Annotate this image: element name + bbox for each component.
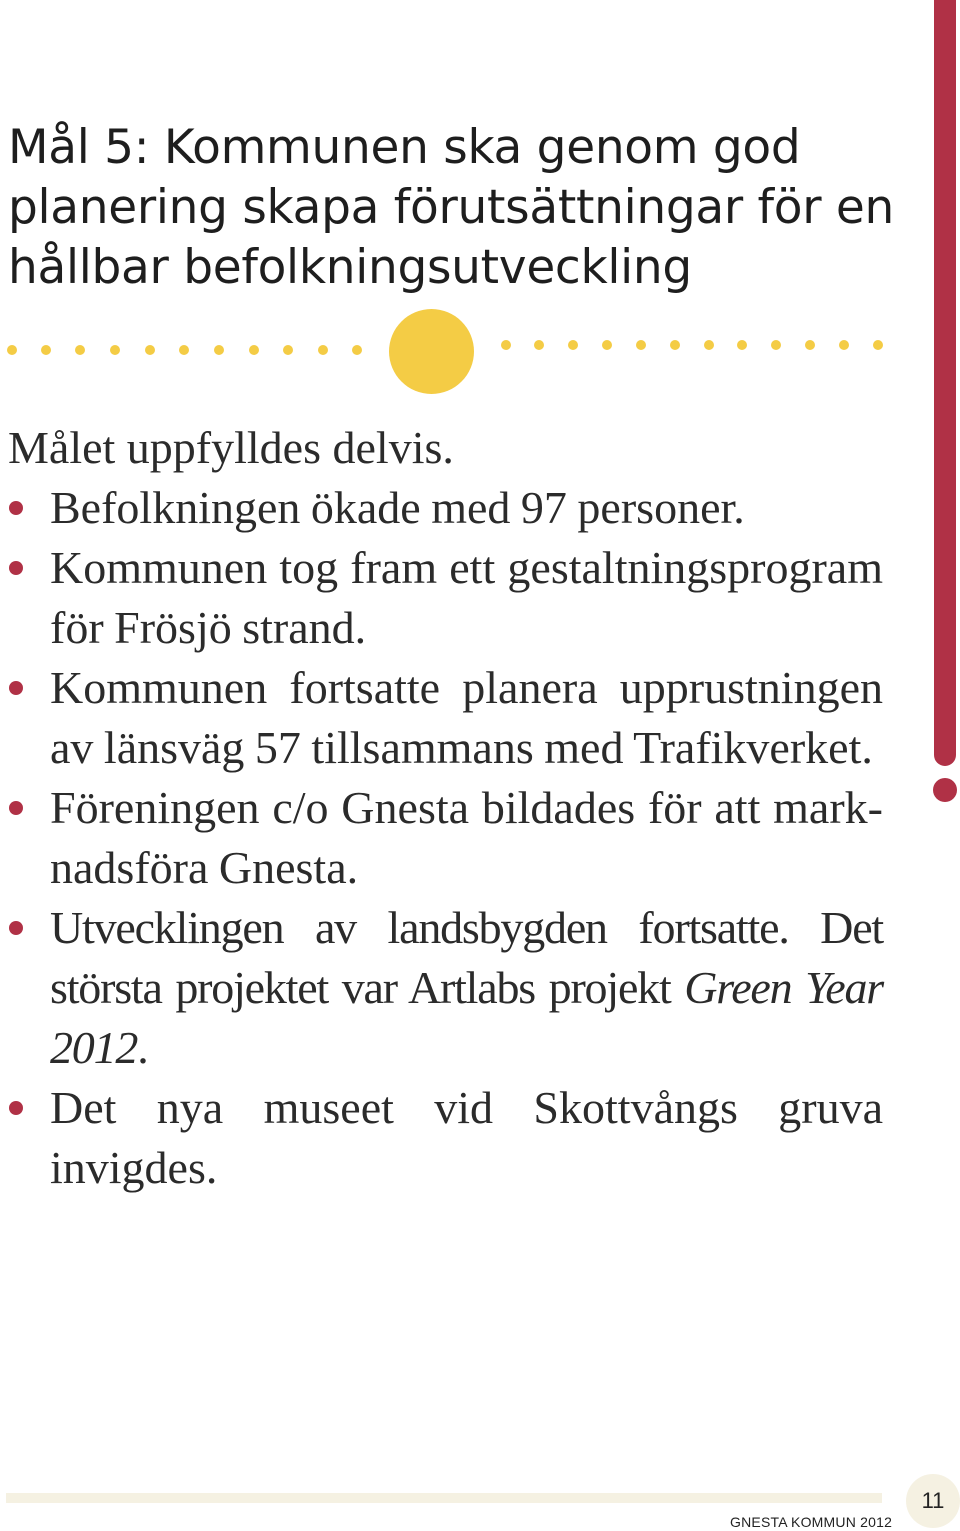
list-item-text: Kommunen fortsatte planera upprustningen av länsväg 57 tillsammans med Trafikverket. (50, 662, 883, 773)
goal-heading: Mål 5: Kommunen ska genom god planering skapa förutsättningar för en hållbar befolkningsutveckling (8, 120, 894, 295)
divider-dot (839, 340, 849, 350)
bullet-dot-icon (9, 501, 23, 515)
result-list (8, 478, 883, 1198)
list-item (8, 658, 883, 778)
divider-dot (283, 345, 293, 355)
divider-dot (352, 345, 362, 355)
bullet-dot-icon (9, 921, 23, 935)
list-item (8, 538, 883, 658)
side-accent-dot (933, 778, 957, 802)
dotted-divider (0, 305, 900, 395)
list-item-text: Det nya museet vid Skottvångs gruva invigdes. (50, 1082, 883, 1193)
list-item-text: Utvecklingen av landsbygden fortsatte. Det största projektet var Artlabs projekt (50, 902, 883, 1013)
bullet-dot-icon (9, 681, 23, 695)
list-item-text: Föreningen c/o Gnesta bildades för att mark-nadsföra Gnesta. (50, 782, 883, 893)
divider-dot (534, 340, 544, 350)
bullet-dot-icon (9, 801, 23, 815)
divider-dot (318, 345, 328, 355)
list-item (8, 898, 883, 1078)
divider-dot (771, 340, 781, 350)
goal-status: Målet uppfylldes delvis. (8, 422, 454, 473)
divider-dot (737, 340, 747, 350)
divider-dot (636, 340, 646, 350)
divider-dot (7, 345, 17, 355)
divider-dot (873, 340, 883, 350)
divider-dot (41, 345, 51, 355)
list-item (8, 1078, 883, 1198)
divider-circle (389, 309, 474, 394)
list-item-text: Befolkningen ökade med 97 personer. (50, 482, 745, 533)
project-name: Green Year 2012 (50, 962, 883, 1073)
divider-dot (568, 340, 578, 350)
list-item (8, 778, 883, 898)
list-item (8, 478, 883, 538)
page-number: 11 (906, 1474, 960, 1528)
list-item-text: Kommunen tog fram ett gestaltningsprogram för Frösjö strand. (50, 542, 883, 653)
divider-dot (602, 340, 612, 350)
divider-dot (704, 340, 714, 350)
bullet-dot-icon (9, 1101, 23, 1115)
divider-dot (805, 340, 815, 350)
list-item-text-end: . (137, 1022, 148, 1073)
divider-dot (75, 345, 85, 355)
divider-dot (249, 345, 259, 355)
side-accent-bar (934, 0, 956, 766)
divider-dot (145, 345, 155, 355)
divider-dot (214, 345, 224, 355)
divider-dot (501, 340, 511, 350)
divider-dot (670, 340, 680, 350)
bullet-dot-icon (9, 561, 23, 575)
footer-band (6, 1493, 882, 1503)
divider-dot (179, 345, 189, 355)
publication-label: GNESTA KOMMUN 2012 (730, 1514, 893, 1530)
divider-dot (110, 345, 120, 355)
